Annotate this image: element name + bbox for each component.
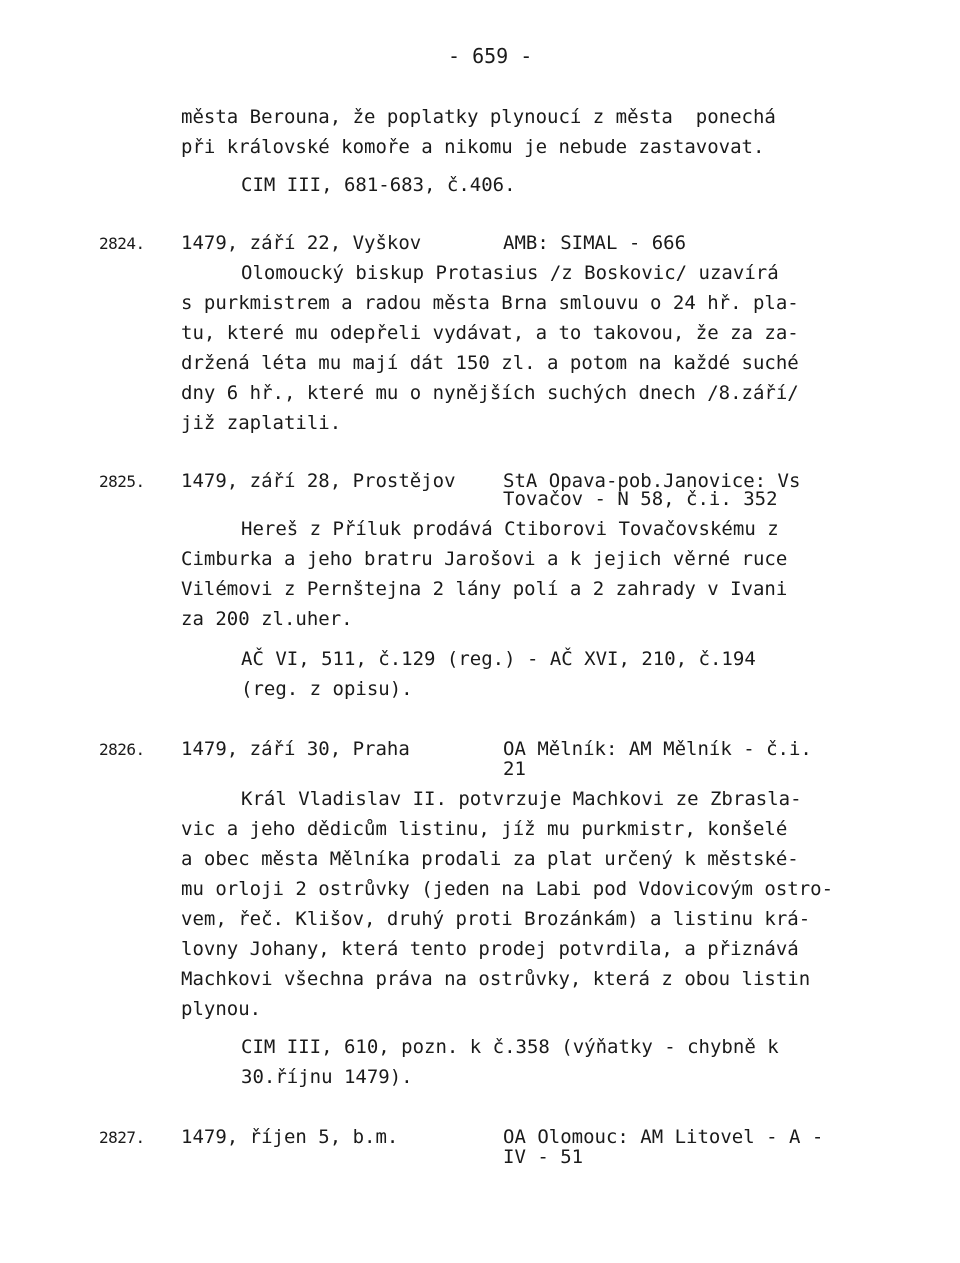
entry-body-line: tu, které mu odepřeli vydávat, a to takovou, že za za- bbox=[181, 322, 799, 344]
page-number: - 659 - bbox=[448, 44, 533, 68]
entry-body-line: s purkmistrem a radou města Brna smlouvu o 24 hř. pla- bbox=[181, 292, 799, 314]
entry-archive: 21 bbox=[503, 758, 526, 780]
entry-citation: 30.říjnu 1479). bbox=[241, 1066, 413, 1088]
entry-archive: OA Mělník: AM Mělník - č.i. bbox=[503, 738, 812, 760]
intro-line: města Berouna, že poplatky plynoucí z města ponechá bbox=[181, 106, 776, 128]
entry-body-line: vic a jeho dědicům listinu, jíž mu purkmistr, konšelé bbox=[181, 818, 788, 840]
entry-body-line: Machkovi všechna práva na ostrůvky, která z obou listin bbox=[181, 968, 811, 990]
entry-header: 1479, září 28, Prostějov bbox=[181, 470, 456, 492]
entry-body-line: a obec města Mělníka prodali za plat určený k městské- bbox=[181, 848, 799, 870]
entry-number: 2824. bbox=[99, 234, 145, 253]
entry-body-line: vem, řeč. Klišov, druhý proti Brozánkám) a listinu krá- bbox=[181, 908, 811, 930]
entry-body-line: dny 6 hř., které mu o nynějších suchých dnech /8.září/ bbox=[181, 382, 799, 404]
entry-number: 2827. bbox=[99, 1128, 145, 1147]
entry-archive: OA Olomouc: AM Litovel - A - bbox=[503, 1126, 824, 1148]
entry-body-line: Král Vladislav II. potvrzuje Machkovi ze Zbrasla- bbox=[241, 788, 802, 810]
entry-body-line: Cimburka a jeho bratru Jarošovi a k jejich věrné ruce bbox=[181, 548, 788, 570]
entry-archive: IV - 51 bbox=[503, 1146, 584, 1168]
entry-header: 1479, září 30, Praha bbox=[181, 738, 410, 760]
entry-number: 2825. bbox=[99, 472, 145, 491]
entry-body-line: Vilémovi z Pernštejna 2 lány polí a 2 zahrady v Ivani bbox=[181, 578, 788, 600]
intro-citation: CIM III, 681-683, č.406. bbox=[241, 174, 516, 196]
intro-line: při královské komoře a nikomu je nebude zastavovat. bbox=[181, 136, 765, 158]
entry-body-line: Hereš z Příluk prodává Ctiborovi Tovačovskému z bbox=[241, 518, 779, 540]
entry-header: 1479, říjen 5, b.m. bbox=[181, 1126, 399, 1148]
entry-body-line: plynou. bbox=[181, 998, 262, 1020]
entry-body-line: lovny Johany, která tento prodej potvrdila, a přiznává bbox=[181, 938, 799, 960]
entry-citation: AČ VI, 511, č.129 (reg.) - AČ XVI, 210, č.194 bbox=[241, 648, 756, 670]
entry-body-line: Olomoucký biskup Protasius /z Boskovic/ uzavírá bbox=[241, 262, 779, 284]
entry-citation: (reg. z opisu). bbox=[241, 678, 413, 700]
entry-archive: AMB: SIMAL - 666 bbox=[503, 232, 687, 254]
entry-body-line: mu orloji 2 ostrůvky (jeden na Labi pod Vdovicovým ostro- bbox=[181, 878, 834, 900]
entry-body-line: držená léta mu mají dát 150 zl. a potom na každé suché bbox=[181, 352, 799, 374]
entry-body-line: již zaplatili. bbox=[181, 412, 342, 434]
entry-citation: CIM III, 610, pozn. k č.358 (výňatky - chybně k bbox=[241, 1036, 779, 1058]
entry-archive: Tovačov - N 58, č.i. 352 bbox=[503, 488, 778, 510]
entry-header: 1479, září 22, Vyškov bbox=[181, 232, 422, 254]
entry-number: 2826. bbox=[99, 740, 145, 759]
entry-body-line: za 200 zl.uher. bbox=[181, 608, 353, 630]
entry-archive: StA Opava-pob.Janovice: Vs bbox=[503, 470, 801, 492]
